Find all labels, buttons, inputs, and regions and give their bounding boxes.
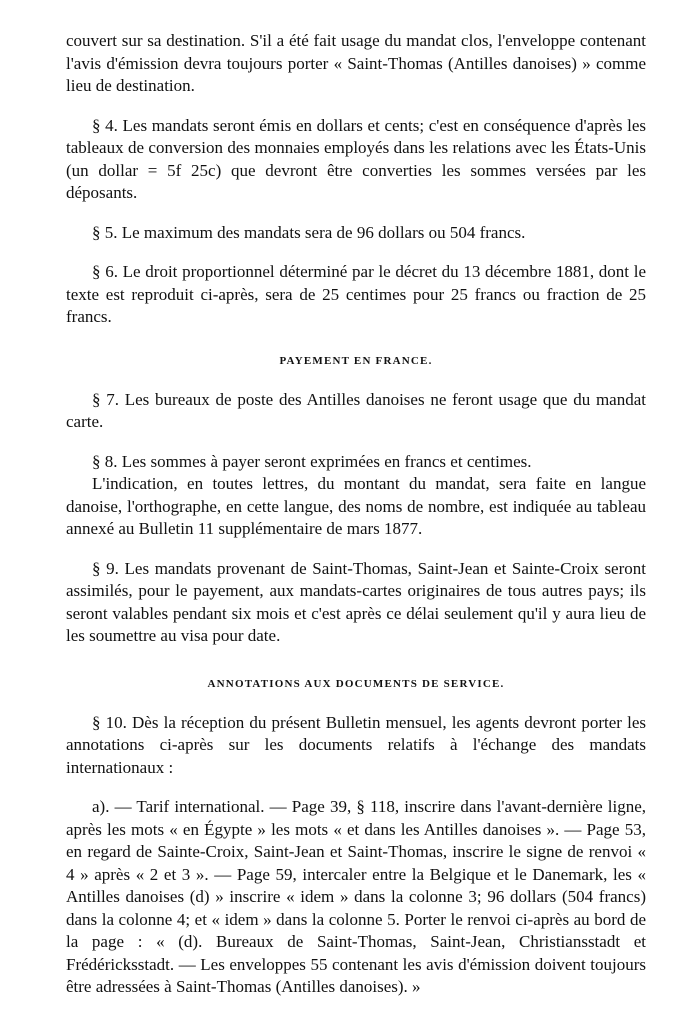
paragraph-annotation-a: a). — Tarif international. — Page 39, § 118, inscrire dans l'avant-dernière ligne, après les mots « en Égypte » les mots « et dans les Antilles danoises ». — Page 53, en regard de Sainte-Croix, Saint-Jean et Saint-Thomas, inscrire le signe de renvoi « 4 » après « 2 et 3 ». — Page 59, intercaler entre la Belgique et le Danemark, les « Antilles danoises (d) » inscrire « idem » dans la colonne 3; 96 dollars (504 francs) dans la colonne 4; et « idem » dans la colonne 5. Porter le renvoi ci-après au bord de la page : « (d). Bureaux de Saint-Thomas, Saint-Jean, Christiansstadt et Frédéricksstadt. — Les enveloppes 55 contenant les avis d'émission doivent toujours être adressées à Saint-Thomas (Antilles danoises). » <box>66 797 646 996</box>
paragraph-section-8-continued: L'indication, en toutes lettres, du montant du mandat, sera faite en langue danoise, l'orthographe, en cette langue, des noms de nombre, est indiquée au tableau annexé au Bulletin 11 supplémentaire de mars 1877. <box>66 474 646 538</box>
paragraph-intro: couvert sur sa destination. S'il a été fait usage du mandat clos, l'enveloppe contenant l'avis d'émission devra toujours porter « Saint-Thomas (Antilles danoises) » comme lieu de destination. <box>66 31 646 95</box>
paragraph-section-5: § 5. Le maximum des mandats sera de 96 dollars ou 504 francs. <box>92 222 526 242</box>
heading-payement-en-france: PAYEMENT EN FRANCE. <box>279 354 433 367</box>
paragraph-section-7: § 7. Les bureaux de poste des Antilles danoises ne feront usage que du mandat carte. <box>66 389 646 431</box>
paragraph-section-4: § 4. Les mandats seront émis en dollars et cents; c'est en conséquence d'après les tableaux de conversion des monnaies employés dans les relations avec les États-Unis (un dollar = 5f 25c) que devront être converties les sommes versées par les déposants. <box>66 115 646 202</box>
paragraph-section-6: § 6. Le droit proportionnel déterminé par le décret du 13 décembre 1881, dont le texte est reproduit ci-après, sera de 25 centimes pour 25 francs ou fraction de 25 francs. <box>66 262 646 326</box>
paragraph-section-8: § 8. Les sommes à payer seront exprimées en francs et centimes. <box>92 451 532 471</box>
paragraph-section-10: § 10. Dès la réception du présent Bulletin mensuel, les agents devront porter les annotations ci-après sur les documents relatifs à l'échange des mandats internationaux : <box>66 712 646 777</box>
paragraph-section-9: § 9. Les mandats provenant de Saint-Thomas, Saint-Jean et Sainte-Croix seront assimilés, pour le payement, aux mandats-cartes originaires de tous autres pays; ils seront valables pendant six mois et c'est après ce délai seulement qu'il y aura lieu de les soumettre au visa pour date. <box>66 558 646 645</box>
heading-annotations: ANNOTATIONS AUX DOCUMENTS DE SERVICE. <box>207 677 505 690</box>
